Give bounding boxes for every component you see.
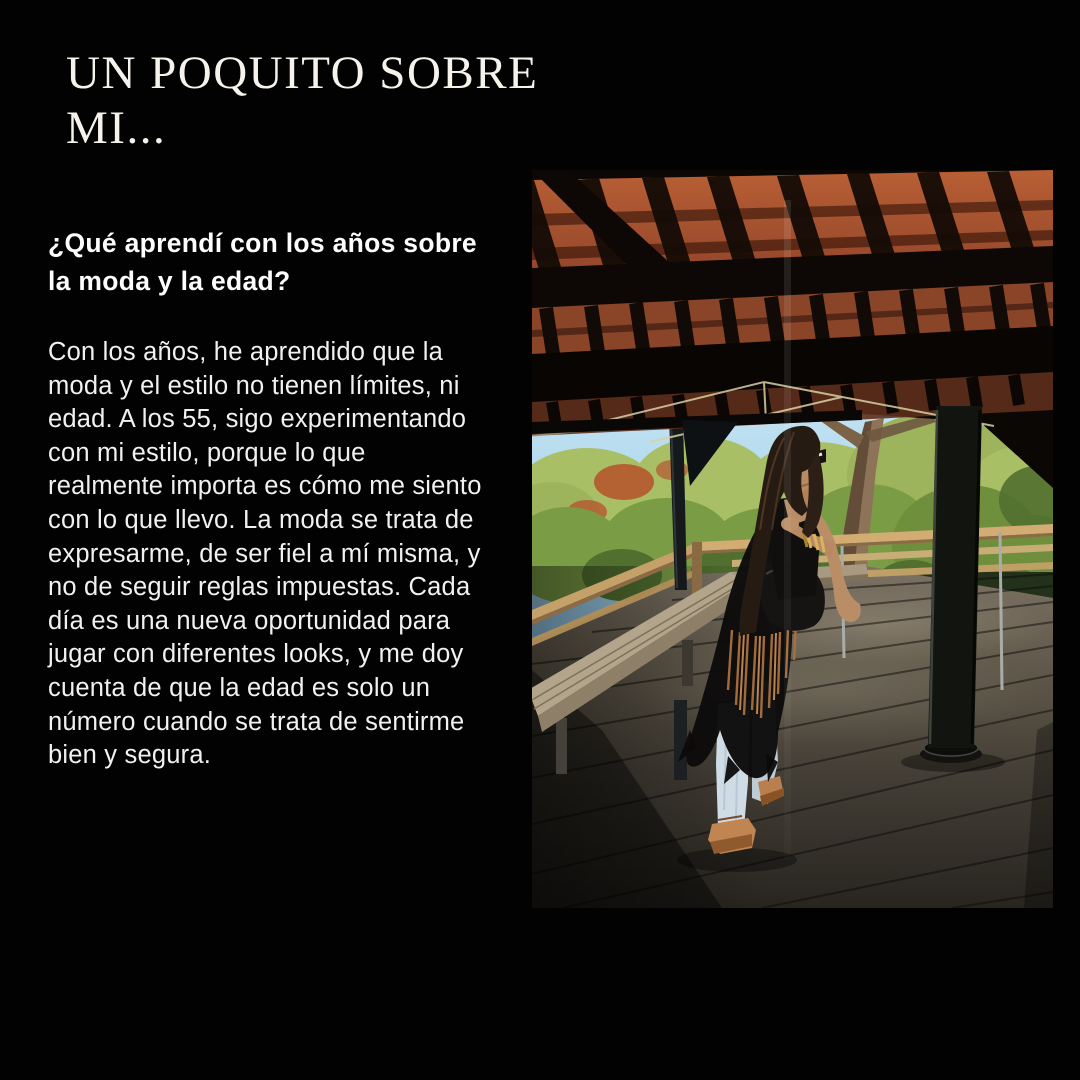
body-line: con mi estilo, porque lo que xyxy=(48,438,366,467)
body-line: día es una nueva oportunidad para xyxy=(48,606,451,635)
question-line1: ¿Qué aprendí con los años sobre xyxy=(48,228,477,258)
page-title xyxy=(66,46,538,156)
body-line: bien y segura. xyxy=(48,741,211,770)
body-line: no de seguir reglas impuestas. Cada xyxy=(48,573,471,602)
body-line: cuenta de que la edad es solo un xyxy=(48,673,431,702)
body-line: con lo que llevo. La moda se trata de xyxy=(48,505,474,534)
question-line2: la moda y la edad? xyxy=(48,266,291,296)
lens-flare xyxy=(784,200,791,860)
body-line: edad. A los 55, sigo experimentando xyxy=(48,405,467,434)
figure-shadow xyxy=(677,848,797,872)
body-paragraph xyxy=(48,336,482,773)
body-line: jugar con diferentes looks, y me doy xyxy=(48,640,464,669)
photo-illustration xyxy=(532,170,1053,908)
body-line: Con los años, he aprendido que la xyxy=(48,338,444,366)
body-line: moda y el estilo no tienen límites, ni xyxy=(48,371,460,400)
body-line: realmente importa es cómo me siento xyxy=(48,472,482,501)
body-line: expresarme, de ser fiel a mí misma, y xyxy=(48,539,481,568)
page-title-line1: UN POQUITO SOBRE xyxy=(66,47,539,99)
question-heading xyxy=(48,224,477,300)
page-title-line2: MI... xyxy=(66,102,167,154)
photo-woman-on-pavilion-deck xyxy=(532,170,1053,908)
body-line: número cuando se trata de sentirme xyxy=(48,707,465,736)
flowering-tree xyxy=(594,464,654,500)
